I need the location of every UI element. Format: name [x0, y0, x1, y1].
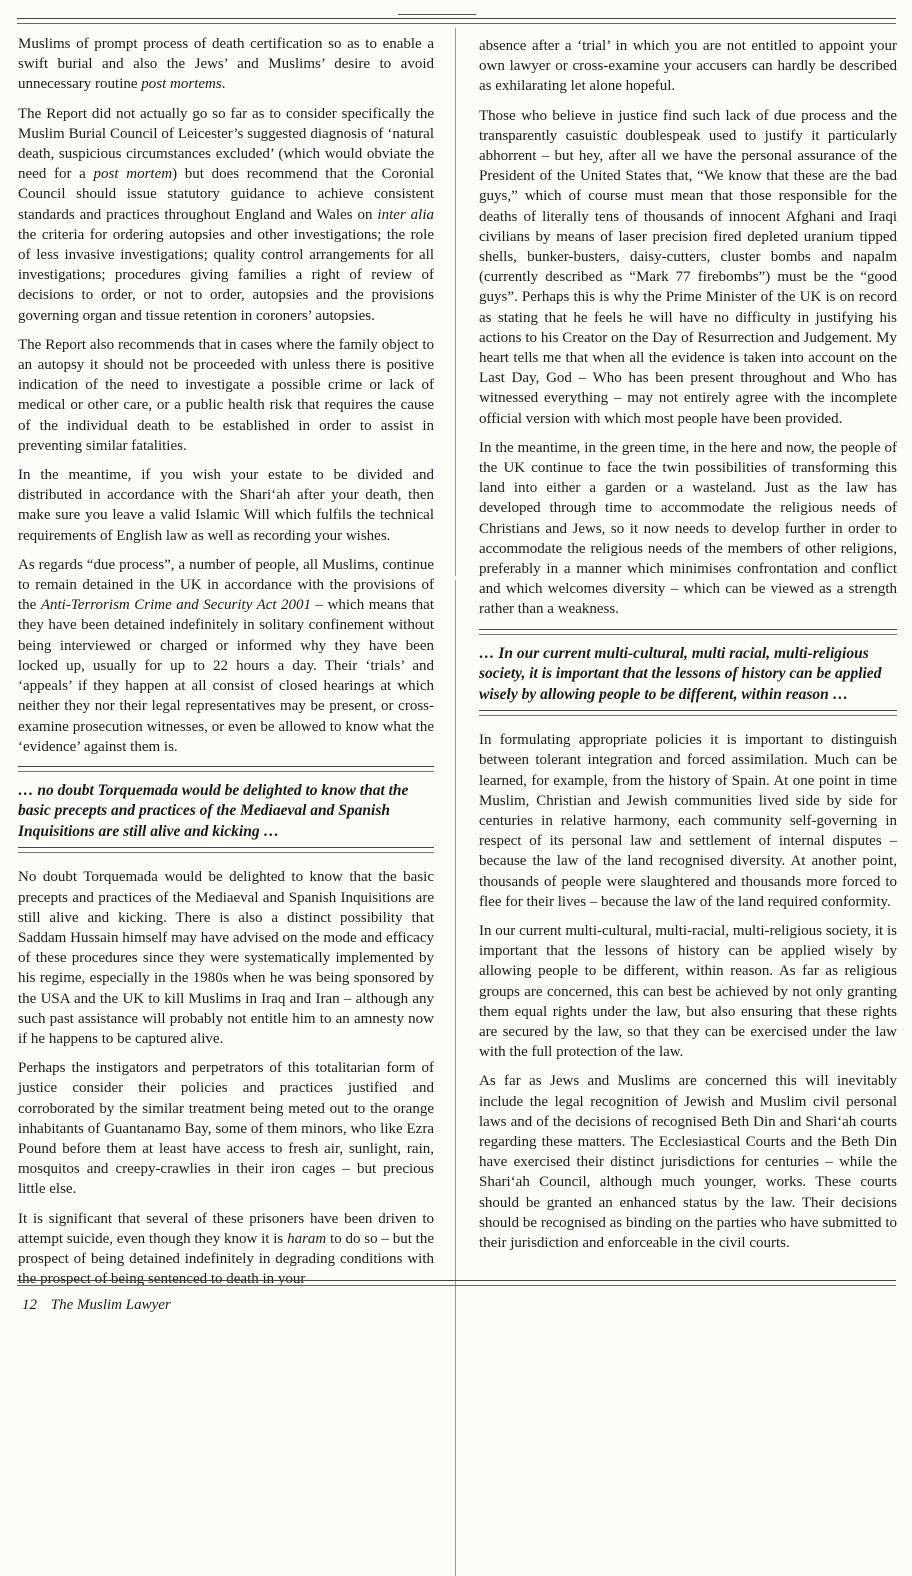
- text-run: .: [221, 76, 226, 93]
- column-divider: [455, 28, 456, 576]
- paragraph: No doubt Torquemada would be delighted to know that the basic precepts and practices of the Mediaeval and Spanish Inquisitions are still alive and kicking. There is also a distinct possibility that Saddam Hussain himself may have advised on the mode and efficacy of these procedures since they were systematically implemented by his regime, especially in the 1980s when he was being sponsored by the USA and the UK to kill Muslims in Iraq and Iran – although any such past assistance will probably not entitle him to an amnesty now if he happens to be captured alive.: [18, 869, 434, 1048]
- text-run: It is significant that several of these prisoners have been driven to attempt suicide, even though they know it is: [18, 1210, 434, 1247]
- pull-quote-text: … In our current multi-cultural, multi racial, multi-religious society, it is important that the lessons of history can be applied wisely by allowing people to be different, within reason …: [479, 644, 882, 703]
- italic-term: haram: [287, 1230, 327, 1247]
- paragraph: [18, 34, 434, 95]
- paragraph: [18, 1209, 434, 1290]
- pull-quote-rule: [18, 766, 434, 767]
- pull-quote-rule: [479, 634, 897, 635]
- italic-term: inter alia: [377, 206, 435, 223]
- paragraph: Perhaps the instigators and perpetrators of this totalitarian form of justice consider their policies and practices justified and corroborated by the similar treatment being meted out to the orange inhabitants of Guantanamo Bay, some of them minors, who like Ezra Pound before them at least have access to fresh air, sunlight, rain, mosquitos and creepy-crawlies in their iron cages – but precious little else.: [18, 1060, 434, 1198]
- paragraph: In the meantime, in the green time, in the here and now, the people of the UK continue to face the twin possibilities of transforming this land into either a garden or a wasteland. Just as the law has developed through time to accommodate the religious needs of Christians and Jews, so it now needs to develop further in order to accommodate the religious needs of the members of other religions, preferably in a manner which minimises confrontation and conflict and which welcomes diversity – which can be viewed as a strength rather than a weakness.: [479, 439, 897, 618]
- pull-quote-rule: [479, 629, 897, 630]
- right-column: [479, 36, 897, 1262]
- italic-term: post mortem: [93, 166, 173, 183]
- paragraph: Those who believe in justice find such lack of due process and the transparently casuistic doublespeak used to justify it particularly abhorrent – but hey, after all we have the personal assurance of the President of the United States that, “We know that these are the bad guys,” which of course must mean that those responsible for the deaths of literally tens of thousands of innocent Afghani and Iraqi civilians by means of laser precision fired depleted uranium tipped shells, bunker-busters, daisy-cutters, cluster bombs and napalm (currently described as “Mark 77 firebombs”) must be the “good guys”. Perhaps this is why the Prime Minister of the UK is on record as stating that he feels he will have no difficulty in justifying his actions to his Creator on the Day of Resurrection and Judgement. My heart tells me that when all the evidence is taken into account on the Last Day, God – Who has been present throughout and Who has witnessed everything – may not entirely agree with the incomplete official version with which most people have been provided.: [479, 107, 897, 427]
- paragraph: The Report also recommends that in cases where the family object to an autopsy it should not be proceeded with unless there is positive indication of the need to investigate a possible crime or lack of medical or other care, or a public health risk that requires the cause of the individual death to be established in order to assist in preventing similar fatalities.: [18, 336, 434, 454]
- page-footer: [22, 1297, 171, 1314]
- header-rule-secondary: [17, 23, 896, 24]
- footer-rule-secondary: [17, 1285, 896, 1286]
- pull-quote-rule: [18, 847, 434, 848]
- pull-quote: [18, 766, 434, 854]
- pull-quote-text: … no doubt Torquemada would be delighted to know that the basic precepts and practices of the Mediaeval and Spanish Inquisitions are still alive and kicking …: [18, 781, 409, 840]
- pull-quote: [479, 629, 897, 717]
- publication-title: The Muslim Lawyer: [50, 1297, 171, 1313]
- left-column: [18, 34, 434, 1298]
- paragraph: As far as Jews and Muslims are concerned this will inevitably include the legal recognition of Jewish and Muslim civil personal laws and of the decisions of recognised Beth Din and Shari‘ah courts regarding these matters. The Ecclesiastical Courts and the Beth Din have exercised their distinct jurisdictions for centuries – while the Shari‘ah Council, although much younger, works. These courts should be granted an enhanced status by the law. Their decisions should be recognised as binding on the parties who have submitted to their jurisdiction and enforceable in the civil courts.: [479, 1073, 897, 1252]
- header-rule: [17, 18, 896, 19]
- paragraph: [18, 104, 434, 326]
- text-run: The Report did not actually go so far as to consider specifically the Muslim Burial Council of Leicester’s suggested diagnosis of ‘natural death, suspicious circumstances excluded’ (which would obviate the need for a: [18, 105, 434, 183]
- column-divider-lower: [455, 580, 456, 1576]
- paragraph: [18, 555, 434, 757]
- pull-quote-rule: [18, 852, 434, 853]
- paragraph: absence after a ‘trial’ in which you are not entitled to appoint your own lawyer or cross-examine your accusers can hardly be described as exhilarating let alone hopeful.: [479, 38, 897, 95]
- text-run: As regards “due process”, a number of people, all Muslims, continue to remain detained in the UK in accordance with the provisions of the: [18, 556, 434, 614]
- paragraph: In formulating appropriate policies it is important to distinguish between tolerant integration and forced assimilation. Much can be learned, for example, from the history of Spain. At one point in time Muslim, Christian and Jewish communities lived side by side for centuries in relative harmony, each community self-governing in respect of its personal law and settlement of internal disputes – because the law of the land recognised diversity. At another point, thousands of people were slaughtered and thousands more forced to flee for their lives – because the law of the land required conformity.: [479, 732, 897, 910]
- italic-term: post mortems: [141, 76, 222, 93]
- footer-rule: [17, 1280, 896, 1281]
- paragraph: In the meantime, if you wish your estate to be divided and distributed in accordance with the Shari‘ah after your death, then make sure you leave a valid Islamic Will which fulfils the technical requirements of English law as well as recording your wishes.: [18, 467, 434, 544]
- pull-quote-rule: [479, 715, 897, 716]
- italic-term: Anti-Terrorism Crime and Security Act 2001: [40, 597, 312, 614]
- header-rule-short: [398, 14, 476, 15]
- page-number: 12: [22, 1297, 37, 1313]
- text-run: – which means that they have been detained indefinitely in solitary confinement without being interviewed or charged or informed why they have been locked up, usually for up to 22 hours a day. Their ‘trials’ and ‘appeals’ if they happen at all consist of closed hearings at which neither they nor their legal representatives may be present, or cross-examine prosecution witnesses, or even be allowed to know what the ‘evidence’ against them is.: [18, 597, 434, 755]
- text-run: ) but does recommend that the Coronial Council should issue statutory guidance to achieve consistent standards and practices throughout England and Wales on: [18, 166, 434, 223]
- text-run: to do so – but the prospect of being detained indefinitely in degrading conditions with the prospect of being sentenced to death in your: [18, 1230, 434, 1288]
- text-run: Muslims of prompt process of death certification so as to enable a swift burial and also the Jews’ and Muslims’ desire to avoid unnecessary routine: [18, 36, 434, 93]
- pull-quote-rule: [479, 710, 897, 711]
- pull-quote-rule: [18, 771, 434, 772]
- text-run: the criteria for ordering autopsies and other investigations; the role of less invasive investigations; quality control arrangements for all investigations; procedures giving families a right of review of decisions to order, or not to order, autopsies and the provisions governing organ and tissue retention in coroners’ autopsies.: [18, 226, 434, 324]
- paragraph: In our current multi-cultural, multi-racial, multi-religious society, it is important that the lessons of history can be applied wisely by allowing people to be different, within reason. As far as religious groups are concerned, this can best be achieved by not only granting them equal rights under the law, but also ensuring that these rights are secured by the law, so that they can be exercised under the law with the full protection of the law.: [479, 923, 897, 1061]
